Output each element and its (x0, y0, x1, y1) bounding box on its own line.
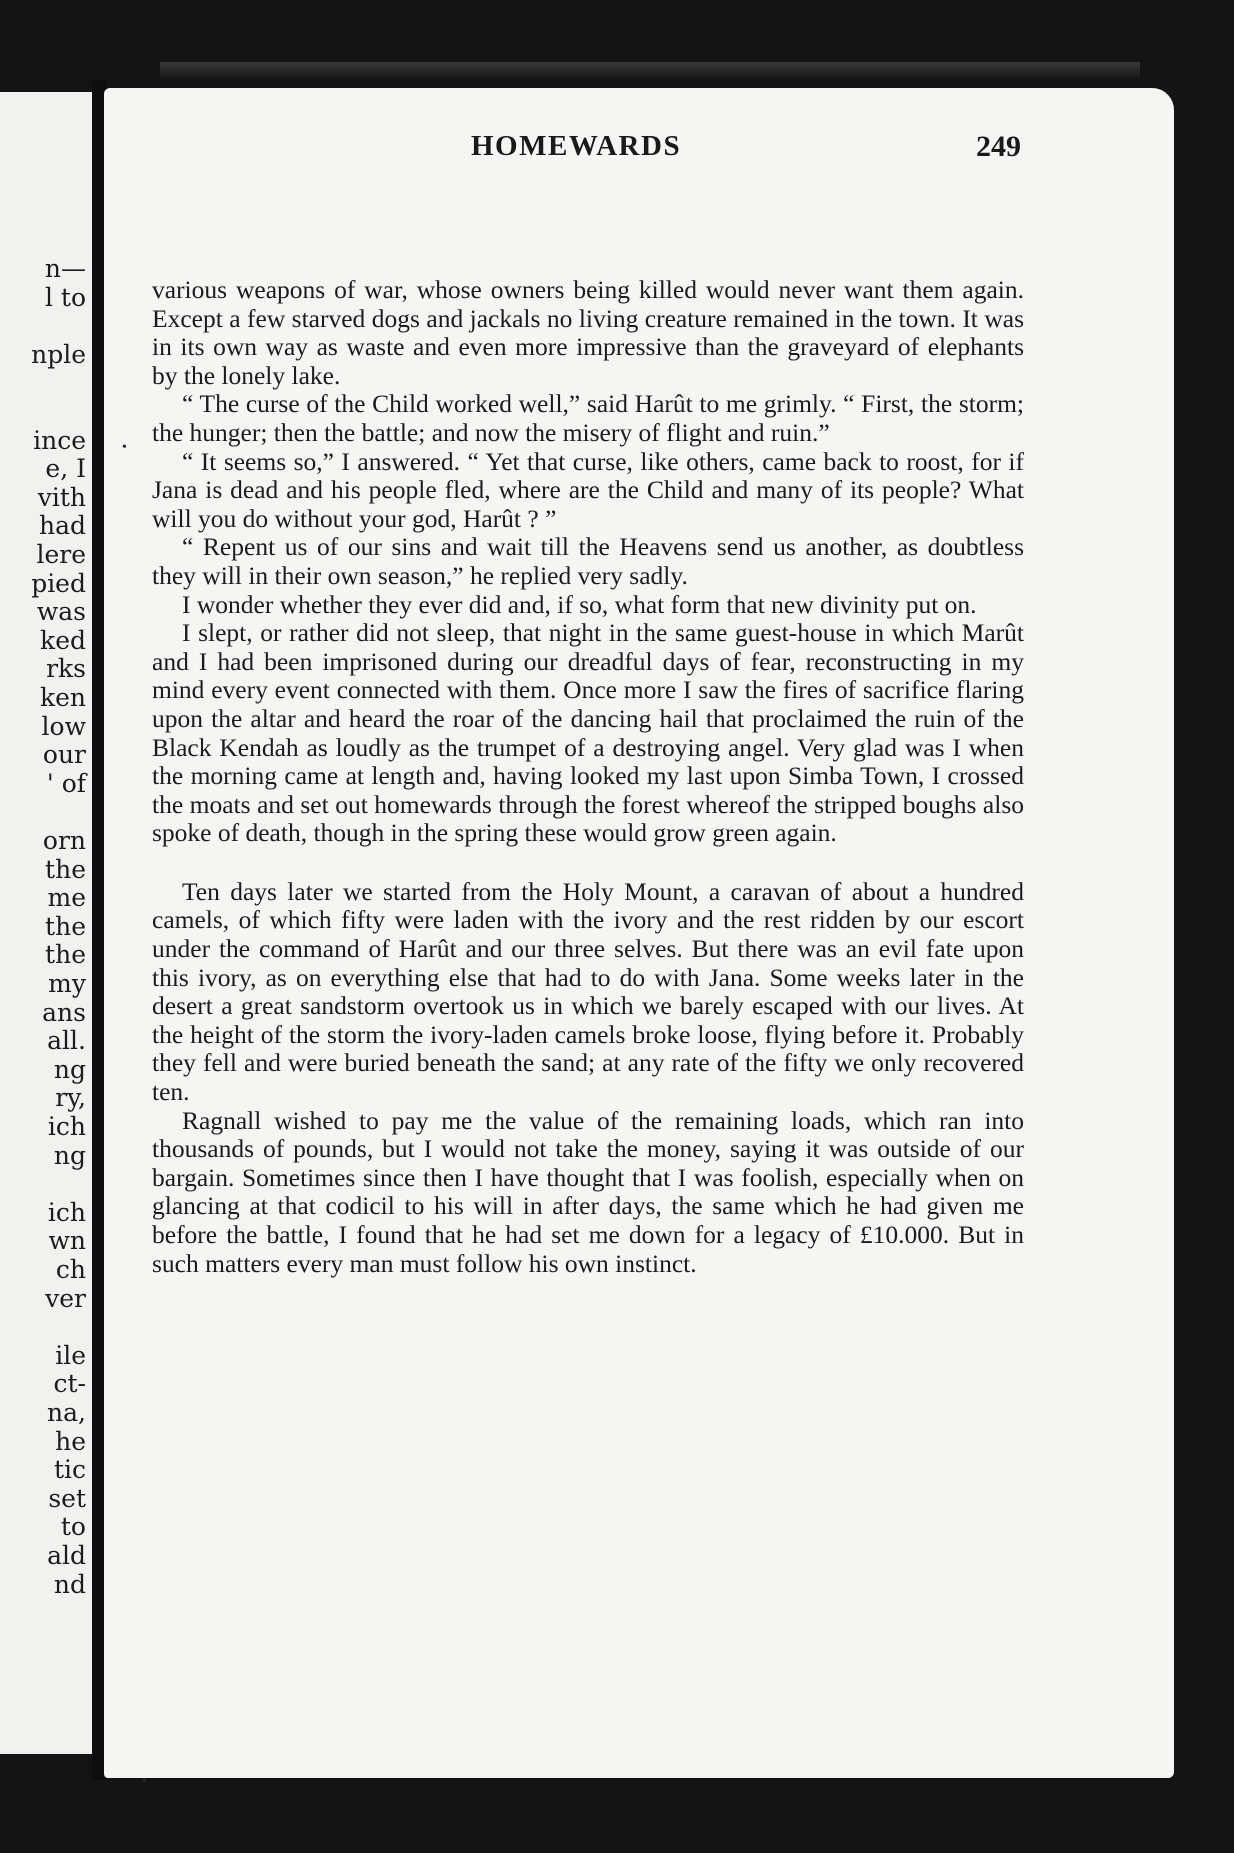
facing-page-fragment: nple (31, 339, 86, 369)
facing-page-fragment: ald (47, 1541, 86, 1570)
facing-page-fragment: pied (31, 568, 86, 598)
facing-page-fragment: tic (53, 1455, 86, 1485)
facing-page-fragment: nd (53, 1569, 86, 1599)
facing-page-fragment: the (45, 940, 86, 970)
page-number: 249 (976, 130, 1021, 163)
body-text (152, 276, 1024, 1278)
facing-page-fragment: all. (47, 1026, 86, 1056)
facing-page-fragment: he (55, 1426, 86, 1456)
page-header (0, 130, 1234, 170)
facing-page-fragment: n— (44, 254, 86, 283)
facing-page-fragment: ng (53, 1054, 86, 1084)
facing-page-fragment: ans (42, 997, 86, 1027)
facing-page-fragment: me (47, 883, 86, 913)
running-head: HOMEWARDS (471, 130, 682, 162)
paragraph: Ragnall wished to pay me the value of the remaining loads, which ran into thousands of pounds, but I would not take the money, saying it was outside of our bargain. Sometimes since then I have thought that I was foolish, especially when on glancing at that codicil to his will in after days, the same which he had given me before the battle, I found that he had set me down for a legacy of £10.000. But in such matters every man must follow his own instinct. (152, 1105, 1024, 1278)
facing-page-fragment: l to (44, 282, 86, 312)
paragraph: “ It seems so,” I answered. “ Yet that curse, like others, came back to roost, for if Jana is dead and his people fled, where are the Child and many of its people? What will you do without your god, Harût ? ” (152, 446, 1024, 533)
paragraph: I wonder whether they ever did and, if so, what form that new divinity put on. (182, 589, 977, 619)
facing-page-fragment: my (48, 969, 86, 998)
facing-page-fragment: lere (36, 540, 86, 569)
facing-page-fragment: wn (48, 1226, 86, 1256)
paragraph: I slept, or rather did not sleep, that night in the same guest-house in which Marût and I had been imprisoned during our dreadful days of fear, reconstructing in my mind every event connected with them. Once more I saw the fires of sacrifice flaring upon the altar and heard the roar of the dancing hail that proclaimed the ruin of the Black Kendah as loudly as the trumpet of a destroying angel. Very glad was I when the morning came at length and, having looked my last upon Simba Town, I crossed the moats and set out homewards through the forest whereof the stripped boughs also spoke of death, though in the spring these would grow green again. (152, 618, 1024, 848)
facing-page-fragment: ken (39, 683, 86, 712)
facing-page-fragment: ch (55, 1255, 86, 1284)
facing-page-fragment: ile (55, 1340, 86, 1370)
facing-page-fragment: ked (40, 625, 86, 655)
facing-page-fragment: ng (53, 1140, 86, 1170)
facing-page-fragment: ' of (46, 768, 86, 798)
facing-page-fragment: was (36, 597, 86, 627)
facing-page (0, 92, 92, 1754)
facing-page-fragment: low (41, 711, 86, 741)
facing-page-fragment: vith (37, 482, 86, 512)
paragraph: Ten days later we started from the Holy Mount, a caravan of about a hundred camels, of which fifty were laden with the ivory and the rest ridden by our escort under the command of Harût and our three selves. But there was an evil fate upon this ivory, as on everything else that had to do with Jana. Some weeks later in the desert a great sandstorm overtook us in which we barely escaped with our lives. At the height of the storm the ivory-laden camels broke loose, flying before it. Probably they fell and were buried beneath the sand; at any rate of the fifty we only recovered ten. (152, 876, 1024, 1107)
facing-page-fragment: na, (47, 1398, 86, 1427)
paragraph: “ Repent us of our sins and wait till the Heavens send us another, as doubtless they will in their own season,” he replied very sadly. (152, 532, 1024, 590)
margin-mark: • (122, 440, 127, 455)
margin-mark: • (142, 1774, 147, 1789)
facing-page-fragment: the (45, 911, 86, 941)
facing-page-fragment: set (48, 1483, 86, 1513)
facing-page-fragment: e, I (45, 454, 86, 484)
top-edge-shadow (160, 62, 1140, 80)
facing-page-fragment: had (38, 511, 86, 541)
facing-page-fragment: ich (47, 1197, 86, 1227)
facing-page-fragment: orn (42, 826, 86, 855)
facing-page-fragment: ry, (55, 1083, 86, 1113)
facing-page-fragment: ich (47, 1112, 86, 1141)
facing-page-fragment: the (45, 854, 86, 884)
facing-page-fragment: to (60, 1512, 86, 1542)
facing-page-fragment: ver (45, 1283, 86, 1313)
facing-page-fragment: ince (33, 425, 86, 455)
facing-page-fragment: rks (46, 654, 86, 684)
paragraph: various weapons of war, whose owners being killed would never want them again. Except a few starved dogs and jackals no living creature remained in the town. It was in its own way as waste and even more impressive than the graveyard of elephants by the lonely lake. (152, 275, 1024, 390)
paragraph: “ The curse of the Child worked well,” said Harût to me grimly. “ First, the storm; the hunger; then the battle; and now the misery of flight and ruin.” (152, 389, 1024, 447)
facing-page-fragment: our (42, 740, 86, 770)
facing-page-fragment: ct- (53, 1369, 86, 1399)
